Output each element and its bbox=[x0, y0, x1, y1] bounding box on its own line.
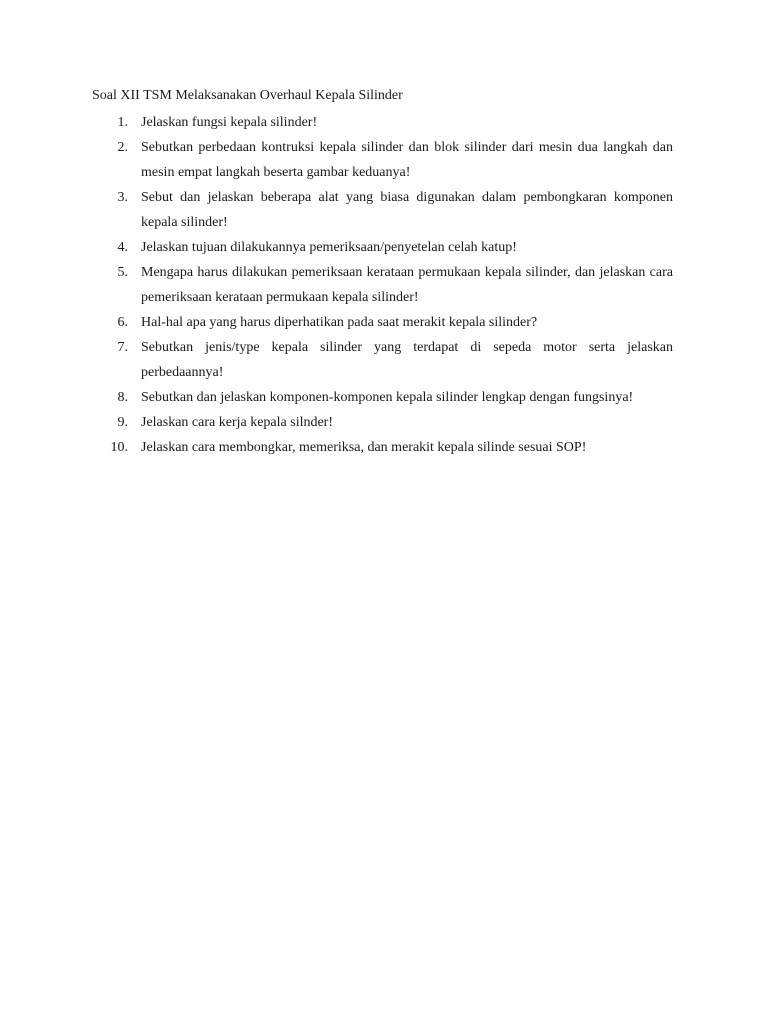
question-text: Jelaskan tujuan dilakukannya pemeriksaan/penyetelan celah katup! bbox=[141, 240, 517, 255]
question-item-8 bbox=[92, 385, 674, 410]
question-text: Sebutkan perbedaan kontruksi kepala silinder dan blok silinder dari mesin dua langkah dan mesin empat langkah beserta gambar keduanya! bbox=[141, 140, 673, 180]
question-text: Sebut dan jelaskan beberapa alat yang biasa digunakan dalam pembongkaran komponen kepala silinder! bbox=[141, 190, 673, 230]
question-number: 2. bbox=[117, 140, 128, 155]
document-title: Soal XII TSM Melaksanakan Overhaul Kepala Silinder bbox=[92, 88, 403, 103]
question-item-3 bbox=[92, 185, 674, 235]
question-item-7 bbox=[92, 335, 674, 385]
question-number: 3. bbox=[117, 190, 128, 205]
question-text: Jelaskan fungsi kepala silinder! bbox=[141, 115, 318, 130]
question-text: Hal-hal apa yang harus diperhatikan pada saat merakit kepala silinder? bbox=[141, 315, 538, 330]
question-number: 4. bbox=[117, 240, 128, 255]
question-item-10 bbox=[92, 435, 674, 460]
question-item-5 bbox=[92, 260, 674, 310]
question-text: Sebutkan jenis/type kepala silinder yang terdapat di sepeda motor serta jelaskan perbedaannya! bbox=[141, 340, 673, 380]
question-text: Jelaskan cara kerja kepala silnder! bbox=[141, 415, 334, 430]
question-item-4 bbox=[92, 235, 674, 260]
question-number: 5. bbox=[117, 265, 128, 280]
question-item-1 bbox=[92, 110, 674, 135]
question-text: Sebutkan dan jelaskan komponen-komponen kepala silinder lengkap dengan fungsinya! bbox=[141, 390, 634, 405]
question-number: 1. bbox=[117, 115, 128, 130]
question-text: Mengapa harus dilakukan pemeriksaan kerataan permukaan kepala silinder, dan jelaskan cara pemeriksaan kerataan permukaan kepala silinder! bbox=[141, 265, 673, 305]
question-number: 7. bbox=[117, 340, 128, 355]
question-item-6 bbox=[92, 310, 674, 335]
question-list bbox=[92, 110, 674, 460]
question-number: 10. bbox=[110, 440, 128, 455]
question-text: Jelaskan cara membongkar, memeriksa, dan merakit kepala silinde sesuai SOP! bbox=[141, 440, 587, 455]
question-number: 9. bbox=[117, 415, 128, 430]
question-item-2 bbox=[92, 135, 674, 185]
question-number: 8. bbox=[117, 390, 128, 405]
question-number: 6. bbox=[117, 315, 128, 330]
question-item-9 bbox=[92, 410, 674, 435]
